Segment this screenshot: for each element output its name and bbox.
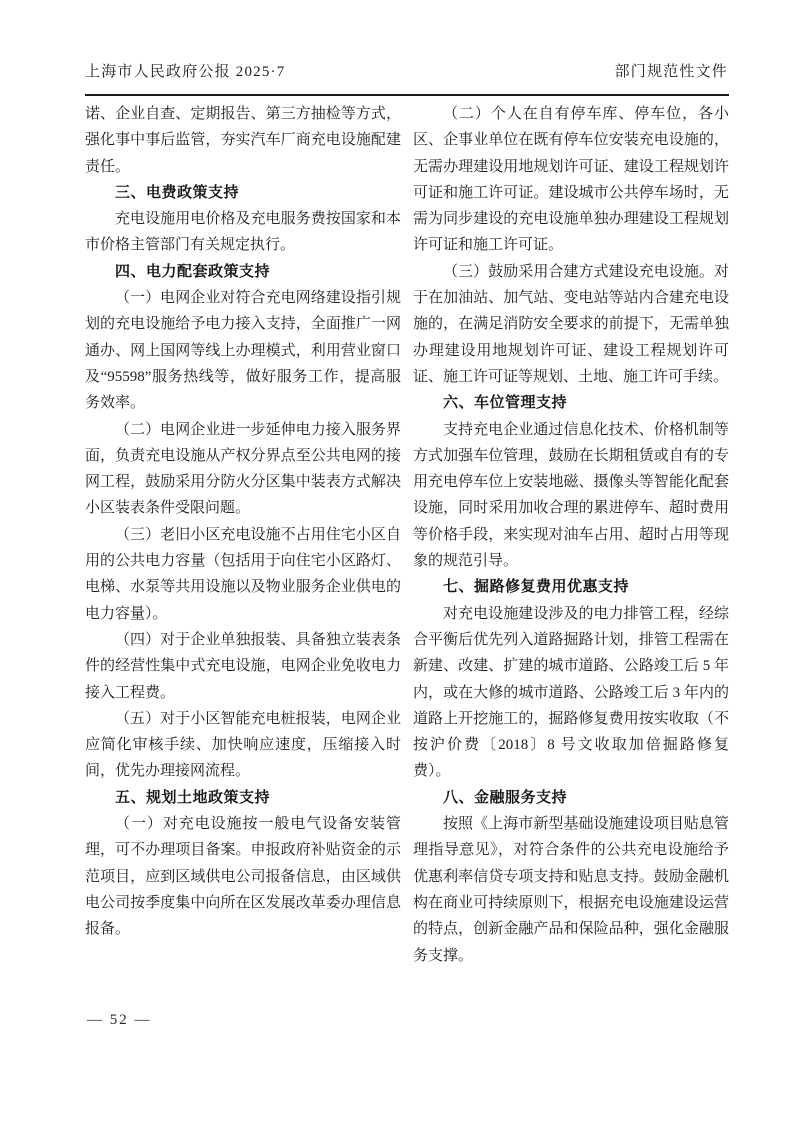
paragraph: 按照《上海市新型基础设施建设项目贴息管理指导意见》，对符合条件的公共充电设施给予优惠利率信贷专项支持和贴息支持。鼓励金融机构在商业可持续原则下，根据充电设施建设运营的特点，创新金融产品和保险品种，强化金融服务支撑。 [413, 816, 729, 964]
section-heading: 六、车位管理支持 [443, 394, 568, 412]
section-heading: 七、掘路修复费用优惠支持 [443, 578, 630, 596]
section-heading: 五、规划土地政策支持 [115, 788, 271, 806]
paragraph: 支持充电企业通过信息化技术、价格机制等方式加强车位管理，鼓励在长期租赁或自有的专用充电停车位上安装地磁、摄像头等智能化配套设施，同时采用加收合理的累进停车、超时费用等价格手段，来实现对油车占用、超时占用等现象的规范引导。 [413, 421, 729, 570]
page-number: — 52 — [87, 1012, 152, 1028]
paragraph: 诺、企业自查、定期报告、第三方抽检等方式，强化事中事后监管，夯实汽车厂商充电设施配建责任。 [85, 106, 401, 175]
header-rule [85, 94, 729, 96]
document-body [85, 101, 729, 969]
section-label: 部门规范性文件 [614, 64, 728, 80]
paragraph: （三）老旧小区充电设施不占用住宅小区自用的公共电力容量（包括用于向住宅小区路灯、电梯、水泵等共用设施以及物业服务企业供电的电力容量）。 [85, 526, 401, 622]
paragraph: （四）对于企业单独报装、具备独立装表条件的经营性集中式充电设施，电网企业免收电力接入工程费。 [85, 631, 401, 701]
paragraph: （二）个人在自有停车库、停车位，各小区、企事业单位在既有停车位安装充电设施的，无需办理建设用地规划许可证、建设工程规划许可证和施工许可证。建设城市公共停车场时，无需为同步建设的充电设施单独办理建设工程规划许可证和施工许可证。 [413, 106, 729, 254]
paragraph: （一）电网企业对符合充电网络建设指引规划的充电设施给予电力接入支持，全面推广一网通办、网上国网等线上办理模式，利用营业窗口及“95598”服务热线等，做好服务工作，提高服务效率。 [85, 290, 401, 412]
column-left [85, 101, 401, 969]
paragraph: （五）对于小区智能充电桩报装，电网企业应简化审核手续、加快响应速度，压缩接入时间，优先办理接网流程。 [85, 710, 401, 780]
page-header [85, 60, 728, 81]
column-right [413, 101, 729, 969]
gazette-title: 上海市人民政府公报 2025·7 [85, 64, 286, 80]
paragraph: （二）电网企业进一步延伸电力接入服务界面，负责充电设施从产权分界点至公共电网的接网工程，鼓励采用分防火分区集中装表方式解决小区装表条件受限问题。 [85, 421, 401, 517]
paragraph: 充电设施用电价格及充电服务费按国家和本市价格主管部门有关规定执行。 [85, 211, 401, 254]
section-heading: 八、金融服务支持 [443, 788, 568, 806]
section-heading: 三、电费政策支持 [115, 183, 240, 201]
paragraph: （一）对充电设施按一般电气设备安装管理，可不办理项目备案。申报政府补贴资金的示范项目，应到区域供电公司报备信息，由区域供电公司按季度集中向所在区发展改革委办理信息报备。 [85, 816, 401, 938]
paragraph: （三）鼓励采用合建方式建设充电设施。对于在加油站、加气站、变电站等站内合建充电设施的，在满足消防安全要求的前提下，无需单独办理建设用地规划许可证、建设工程规划许可证、施工许可证等规划、土地、施工许可手续。 [413, 263, 729, 385]
paragraph: 对充电设施建设涉及的电力排管工程，经综合平衡后优先列入道路掘路计划，排管工程需在新建、改建、扩建的城市道路、公路竣工后 5 年内，或在大修的城市道路、公路竣工后 3 年内的道路上开挖施工的，掘路修复费用按实收取（不按沪价费〔2018〕8 号文收取加倍掘路修复费）。 [413, 605, 729, 780]
section-heading: 四、电力配套政策支持 [115, 262, 271, 280]
